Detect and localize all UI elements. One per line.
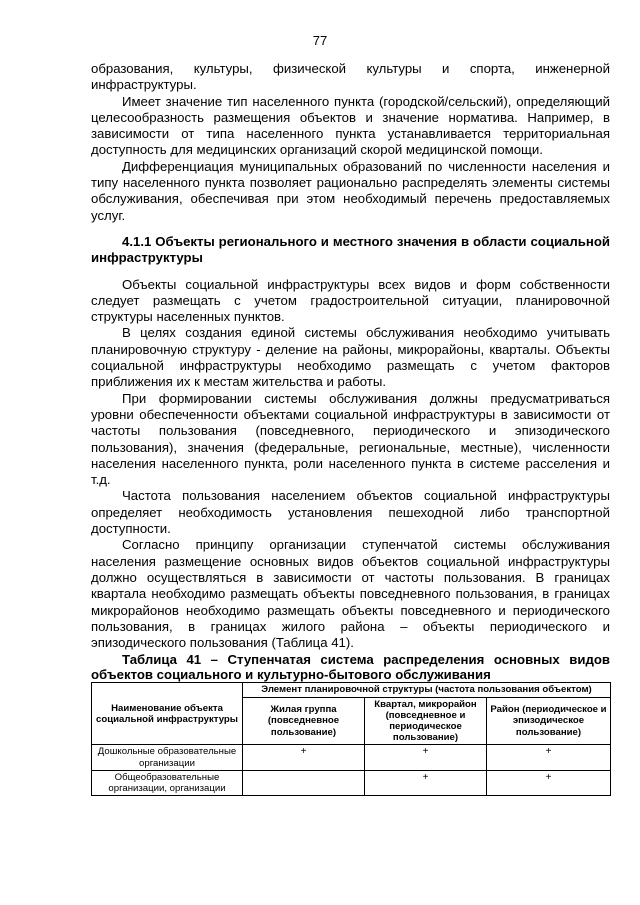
cell-mark: + [487, 770, 611, 795]
section-heading: 4.1.1 Объекты регионального и местного значения в области социальной инфраструктуры [91, 233, 610, 266]
table-row [92, 770, 611, 795]
header-residential-group: Жилая группа (повседневное пользование) [243, 697, 365, 745]
table-caption: Таблица 41 – Ступенчатая система распределения основных видов объектов социального и культурно-бытового обслуживания [91, 652, 610, 683]
header-district: Район (периодическое и эпизодическое пользование) [487, 697, 611, 745]
paragraph: В целях создания единой системы обслуживания необходимо учитывать планировочную структуру - деление на районы, микрорайоны, кварталы. Объекты социальной инфраструктуры необходимо размещать с учетом факторов приближения их к местам жительства и работы. [91, 325, 610, 390]
cell-mark: + [365, 770, 487, 795]
cell-mark [243, 770, 365, 795]
row-object-name: Дошкольные образовательные организации [92, 745, 243, 770]
page-number: 77 [312, 33, 328, 48]
row-object-name: Общеобразовательные организации, организации [92, 770, 243, 795]
page-content [91, 61, 610, 796]
paragraph: Имеет значение тип населенного пункта (городской/сельский), определяющий целесообразность размещения объектов и значение норматива. Например, в зависимости от типа населенного пункта устанавливается территориальная доступность для медицинских организаций скорой медицинской помощи. [91, 93, 610, 158]
cell-mark: + [243, 745, 365, 770]
header-structure-element: Элемент планировочной структуры (частота пользования объектом) [243, 683, 611, 697]
paragraph: Объекты социальной инфраструктуры всех видов и форм собственности следует размещать с учетом градостроительной ситуации, планировочной структуры населенных пунктов. [91, 276, 610, 325]
table-header-row [92, 683, 611, 697]
paragraph: При формировании системы обслуживания должны предусматриваться уровни обеспеченности объектами социальной инфраструктуры в зависимости от частоты пользования (повседневного, периодического и эпизодического пользования), значения (федеральные, региональные, местные), численности населения населенного пункта, роли населенного пункта в системе расселения и т.д. [91, 390, 610, 488]
paragraph: образования, культуры, физической культуры и спорта, инженерной инфраструктуры. [91, 61, 610, 93]
header-object-name: Наименование объекта социальной инфраструктуры [92, 683, 243, 745]
cell-mark: + [365, 745, 487, 770]
table-row [92, 745, 611, 770]
cell-mark: + [487, 745, 611, 770]
header-block-microdistrict: Квартал, микрорайон (повседневное и периодическое пользование) [365, 697, 487, 745]
distribution-table [91, 682, 611, 796]
paragraph: Дифференциация муниципальных образований по численности населения и типу населенного пункта позволяет рационально распределять элементы системы обслуживания, обеспечивая при этом необходимый перечень предоставляемых услуг. [91, 158, 610, 223]
paragraph: Частота пользования населением объектов социальной инфраструктуры определяет необходимость установления пешеходной либо транспортной доступности. [91, 488, 610, 537]
paragraph: Согласно принципу организации ступенчатой системы обслуживания населения размещение основных видов объектов социальной инфраструктуры должно осуществляться в зависимости от частоты пользования. В границах квартала необходимо размещать объекты повседневного пользования, в границах микрорайонов необходимо размещать объекты повседневного и периодического пользования, в границах жилого района – объекты периодического и эпизодического пользования (Таблица 41). [91, 537, 610, 651]
